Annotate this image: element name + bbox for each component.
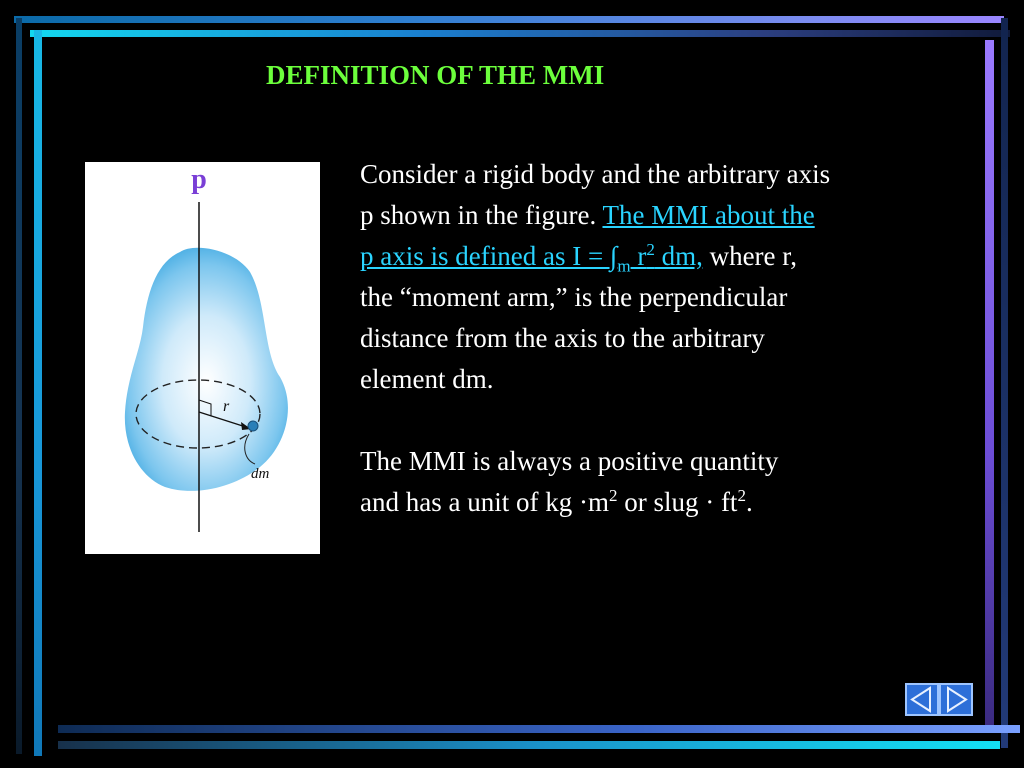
formula-sup-2: 2	[646, 240, 655, 259]
paragraph1-line3	[360, 236, 970, 277]
paragraph2-line1: The MMI is always a positive quantity	[360, 446, 779, 476]
triangle-right-icon	[941, 685, 971, 714]
unit-sup-1: 2	[608, 486, 618, 505]
frame-bar-right-outer	[1001, 18, 1008, 748]
slide-title: DEFINITION OF THE MMI	[266, 60, 605, 90]
formula-integral: p axis is defined as I = ∫	[360, 241, 618, 271]
frame-bar-top-inner	[30, 30, 1010, 37]
triangle-left-icon	[907, 685, 937, 714]
slide-body	[360, 154, 970, 523]
mmi-definition-link[interactable]: The MMI about the	[602, 200, 815, 230]
unit-text-b: or slug · ft	[617, 487, 738, 517]
previous-slide-button[interactable]	[905, 683, 939, 716]
paragraph1-line1: Consider a rigid body and the arbitrary axis	[360, 159, 831, 189]
rigid-body-figure	[85, 162, 320, 554]
paragraph1-line6: element dm.	[360, 364, 494, 394]
paragraph1-line2	[360, 195, 970, 236]
unit-text-a: and has a unit of kg ·m	[360, 487, 609, 517]
rigid-body-illustration	[85, 162, 320, 554]
paragraph1-line3-text: where r,	[702, 241, 797, 271]
axis-p-label: p	[184, 166, 214, 196]
frame-bar-right-inner	[985, 40, 994, 728]
unit-text-c: .	[745, 487, 753, 517]
next-slide-button[interactable]	[939, 683, 973, 716]
formula-sub-m: m	[617, 256, 631, 276]
formula-r: r	[630, 241, 647, 271]
frame-bar-bottom-upper	[58, 725, 1020, 733]
formula-dm: dm,	[654, 241, 703, 271]
frame-bar-top-outer	[14, 16, 1004, 23]
dm-label: dm	[251, 466, 270, 482]
paragraph2-line2	[360, 482, 970, 523]
dm-element	[248, 421, 258, 431]
frame-bar-bottom-lower	[58, 741, 1000, 749]
paragraph1-line2-text: p shown in the figure.	[360, 200, 603, 230]
frame-bar-left-outer	[16, 18, 22, 754]
frame-bar-left-inner	[34, 30, 42, 756]
unit-sup-2: 2	[737, 486, 746, 505]
paragraph1-line4: the “moment arm,” is the perpendicular	[360, 282, 788, 312]
r-label: r	[223, 398, 230, 415]
mmi-formula-link[interactable]	[360, 240, 703, 276]
paragraph1-line5: distance from the axis to the arbitrary	[360, 323, 765, 353]
paragraph-spacer	[360, 400, 970, 441]
rigid-body-shape	[125, 248, 288, 491]
